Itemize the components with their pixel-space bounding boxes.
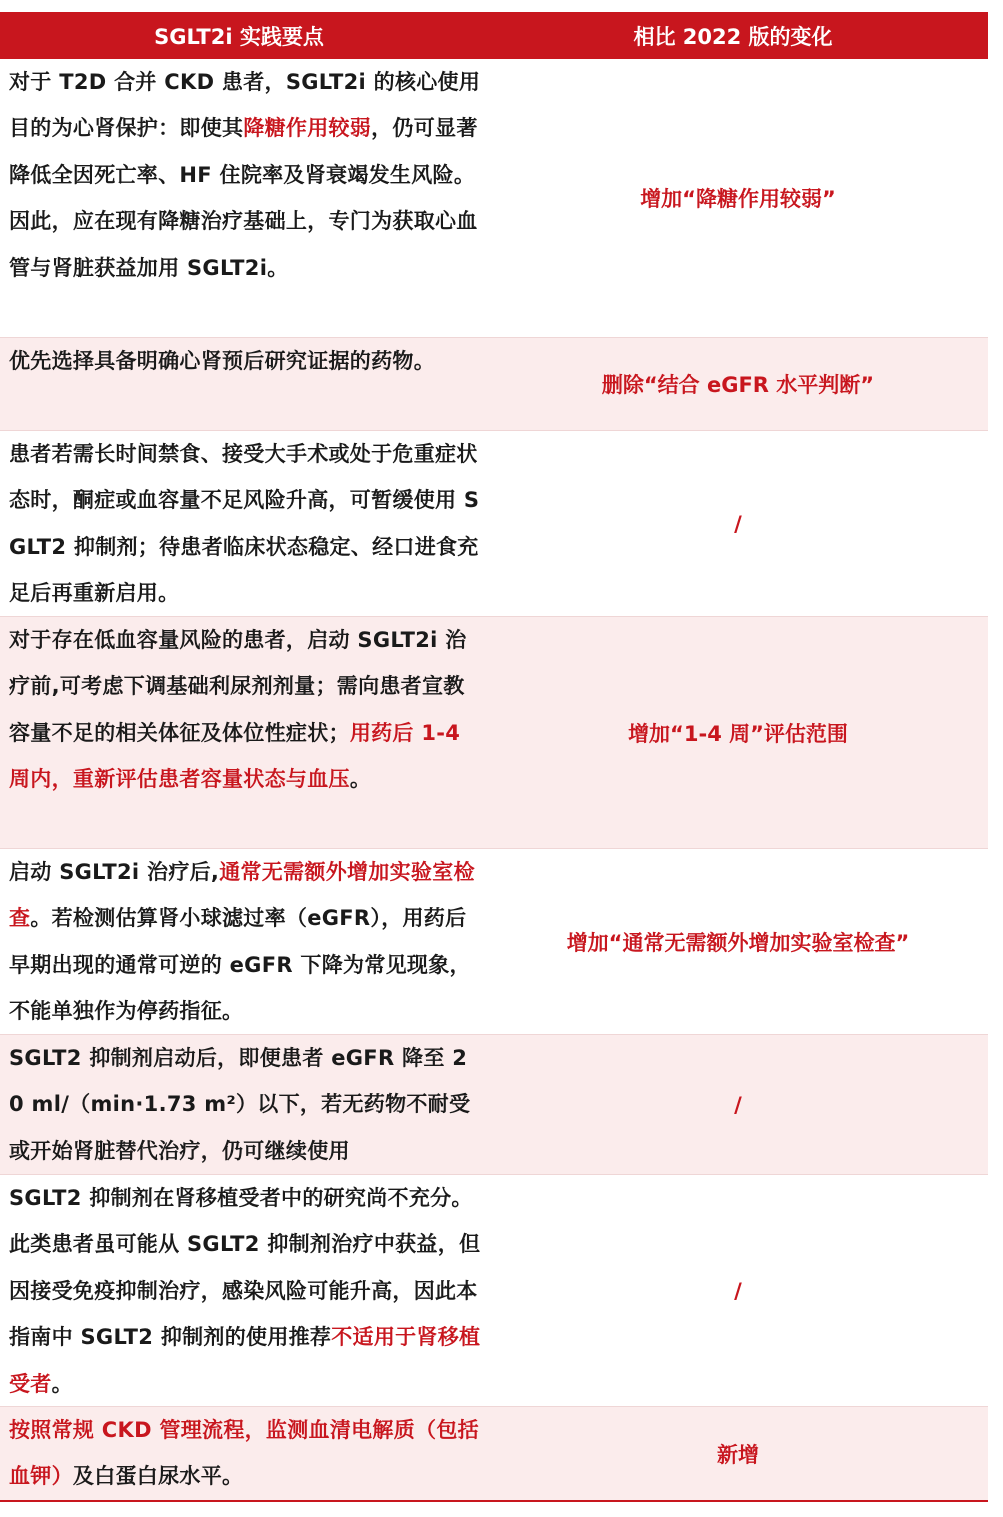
row-practice-text [0,59,488,337]
row-change-text: 增加“降糖作用较弱” [640,187,836,211]
row-practice-text [0,1407,488,1500]
body-text: SGLT2 抑制剂在肾移植受者中的研究尚不充分。此类患者虽可能从 SGLT2 抑制剂治疗中获益，但因接受免疫抑制治疗，感染风险可能升高，因此本指南中 SGLT2 抑制剂的使用推荐 [9,1186,481,1350]
row-practice-text [0,617,488,848]
table-row [0,1035,988,1175]
body-text: ，仍可显著降低全因死亡率、HF 住院率及肾衰竭发生风险。因此，应在现有降糖治疗基础上，专门为获取心血管与肾脏获益加用 SGLT2i。 [9,116,478,280]
table-bottom-rule [0,1500,988,1502]
row-change-text: 增加“1-4 周”评估范围 [628,721,848,746]
body-text: 。 [349,767,372,792]
body-text: SGLT2 抑制剂启动后，即便患者 eGFR 降至 20 ml/（min·1.73 m²）以下，若无药物不耐受或开始肾脏替代治疗，仍可继续使用 [9,1046,471,1163]
row-change-text: / [734,1278,742,1303]
table-row [0,1407,988,1500]
row-practice-text [0,431,488,616]
row-change-text: / [734,511,742,536]
row-practice-text [0,338,488,430]
row-change-text: 增加“通常无需额外增加实验室检查” [566,930,910,955]
header-practice-points: SGLT2i 实践要点 [154,24,324,49]
body-text: 对于 T2D 合并 CKD 患者，SGLT2i 的核心使用目的为心肾保护：即使其 [9,70,481,141]
row-change-text: / [734,1092,742,1117]
body-text: 启动 SGLT2i 治疗后, [9,860,220,884]
header-changes: 相比 2022 版的变化 [633,24,833,49]
body-text: 对于存在低血容量风险的患者，启动 SGLT2i 治疗前,可考虑下调基础利尿剂剂量；需向患者宣教容量不足的相关体征及体位性症状； [9,628,467,745]
comparison-table [0,12,988,1500]
table-row [0,431,988,617]
row-practice-text [0,1035,488,1174]
table-row [0,59,988,338]
row-change-text: 删除“结合 eGFR 水平判断” [601,373,875,397]
highlighted-text: 降糖作用较弱 [243,116,372,141]
body-text: 患者若需长时间禁食、接受大手术或处于危重症状态时，酮症或血容量不足风险升高，可暂缓使用 SGLT2 抑制剂；待患者临床状态稳定、经口进食充足后再重新启用。 [9,442,480,606]
row-practice-text [0,1175,488,1406]
row-change-text: 新增 [717,1442,759,1467]
body-text: 。 [51,1371,73,1396]
row-practice-text [0,849,488,1034]
highlighted-text: 通常无需额外增加实验室检查 [9,860,475,931]
table-header [0,12,988,59]
body-text: 及白蛋白尿水平。 [72,1464,244,1489]
body-text: 优先选择具备明确心肾预后研究证据的药物。 [9,349,435,373]
table-row [0,849,988,1035]
highlighted-text: 不适用于肾移植受者 [9,1325,481,1396]
table-row [0,1175,988,1407]
table-row [0,617,988,849]
highlighted-text: 按照常规 CKD 管理流程，监测血清电解质（包括血钾） [9,1418,479,1489]
table-row [0,338,988,431]
highlighted-text: 用药后 1-4 周内，重新评估患者容量状态与血压 [9,720,461,792]
body-text: 。若检测估算肾小球滤过率（eGFR），用药后早期出现的通常可逆的 eGFR 下降为常见现象，不能单独作为停药指征。 [9,906,471,1024]
